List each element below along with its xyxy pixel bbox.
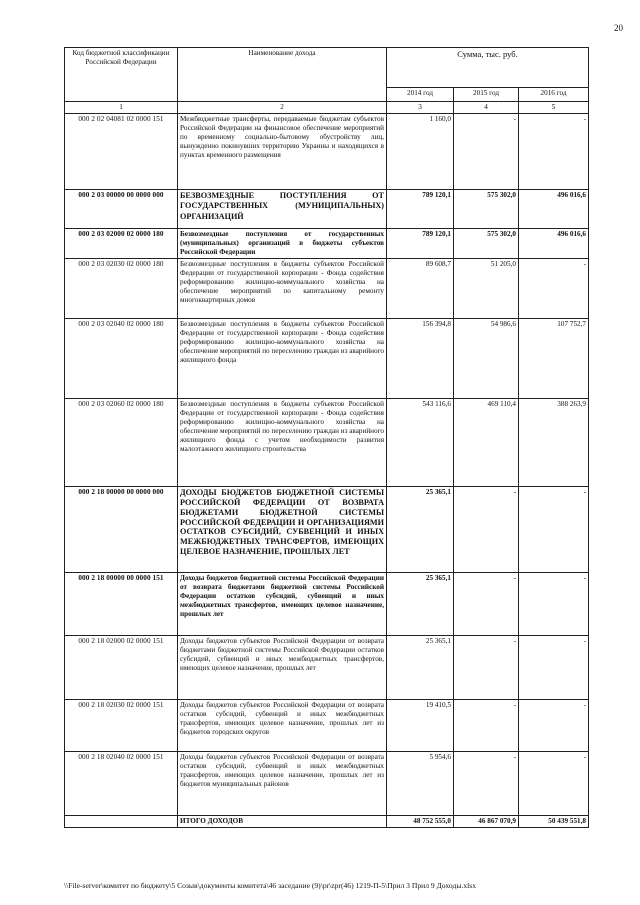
row-name: ДОХОДЫ БЮДЖЕТОВ БЮДЖЕТНОЙ СИСТЕМЫ РОССИЙСКОЙ ФЕДЕРАЦИИ ОТ ВОЗВРАТА БЮДЖЕТАМИ БЮДЖЕТНОЙ СИСТЕМЫ РОССИЙСКОЙ ФЕДЕРАЦИИ И ОРГАНИЗАЦИЯМИ ОСТАТКОВ СУБСИДИЙ, СУБВЕНЦИЙ И ИНЫХ МЕЖБЮДЖЕТНЫХ ТРАНСФЕРТОВ, ИМЕЮЩИХ ЦЕЛЕВОЕ НАЗНАЧЕНИЕ, ПРОШЛЫХ ЛЕТ [178, 487, 387, 573]
row-name: Межбюджетные трансферты, передаваемые бюджетам субъектов Российской Федерации на финансовое обеспечение мероприятий по временному социально-бытовому обустройству лиц, вынужденно покинувших территорию Украины и находящихся в пунктах временного размещения [178, 114, 387, 190]
row-value-2014: 25 365,1 [387, 573, 454, 636]
row-value-2016: 107 752,7 [519, 319, 589, 399]
header-code: Код бюджетной классификации Российской Федерации [65, 48, 178, 102]
table-row [65, 700, 589, 752]
header-name: Наименование дохода [178, 48, 387, 102]
row-name: БЕЗВОЗМЕЗДНЫЕ ПОСТУПЛЕНИЯ ОТ ГОСУДАРСТВЕННЫХ (МУНИЦИПАЛЬНЫХ) ОРГАНИЗАЦИЙ [178, 190, 387, 229]
row-value-2015: - [454, 487, 519, 573]
table-row [65, 319, 589, 399]
row-value-2015: 575 302,0 [454, 190, 519, 229]
table-row [65, 487, 589, 573]
row-value-2015: - [454, 636, 519, 700]
column-numbers-row [65, 102, 589, 114]
table-row [65, 114, 589, 190]
row-code: 000 2 03 02060 02 0000 180 [65, 399, 178, 487]
row-value-2016: 496 016,6 [519, 229, 589, 259]
row-value-2016: - [519, 700, 589, 752]
row-value-2016: - [519, 573, 589, 636]
col-number: 2 [178, 102, 387, 114]
row-value-2014: 543 116,6 [387, 399, 454, 487]
file-path-footer: \\File-server\комитет по бюджету\5 Созыв\документы комитета\46 заседание (9)\pr\zpr(46) 1219-П-5\Прил 3 Прил 9 Доходы.xlsx [64, 881, 476, 890]
row-value-2016: - [519, 114, 589, 190]
row-code: 000 2 18 02040 02 0000 151 [65, 752, 178, 816]
table-row [65, 259, 589, 319]
row-value-2014: 789 120,1 [387, 229, 454, 259]
row-value-2016: - [519, 752, 589, 816]
total-row [65, 816, 589, 828]
row-value-2014: 25 365,1 [387, 487, 454, 573]
row-value-2015: 575 302,0 [454, 229, 519, 259]
row-value-2016: - [519, 487, 589, 573]
row-name: Безвозмездные поступления в бюджеты субъектов Российской Федерации от государственной корпорации - Фонда содействия реформированию жилищно-коммунального хозяйства на обеспечение мероприятий по капитальному ремонту многоквартирных домов [178, 259, 387, 319]
row-code: 000 2 03 02040 02 0000 180 [65, 319, 178, 399]
row-value-2015: - [454, 114, 519, 190]
row-value-2016: 496 016,6 [519, 190, 589, 229]
row-name: Доходы бюджетов субъектов Российской Федерации от возврата остатков субсидий, субвенций и иных межбюджетных трансфертов, имеющих целевое назначение, прошлых лет из бюджетов муниципальных районов [178, 752, 387, 816]
table-row [65, 190, 589, 229]
row-name: Доходы бюджетов субъектов Российской Федерации от возврата остатков субсидий, субвенций и иных межбюджетных трансфертов, имеющих целевое назначение, прошлых лет из бюджетов городских округов [178, 700, 387, 752]
row-value-2014: 89 608,7 [387, 259, 454, 319]
row-value-2014: 789 120,1 [387, 190, 454, 229]
row-value-2015: 54 986,6 [454, 319, 519, 399]
row-value-2014: 25 365,1 [387, 636, 454, 700]
row-value-2016: - [519, 636, 589, 700]
total-value-2014: 48 752 555,0 [387, 816, 454, 828]
row-value-2014: 156 394,8 [387, 319, 454, 399]
col-number: 1 [65, 102, 178, 114]
row-name: Безвозмездные поступления в бюджеты субъектов Российской Федерации от государственной корпорации - Фонда содействия реформированию жилищно-коммунального хозяйства на обеспечение мероприятий по переселению граждан из аварийного жилищного фонда [178, 319, 387, 399]
row-name: Безвозмездные поступления от государственных (муниципальных) организаций в бюджеты субъектов Российской Федерации [178, 229, 387, 259]
row-code: 000 2 02 04081 02 0000 151 [65, 114, 178, 190]
page-number: 20 [614, 23, 623, 33]
row-value-2016: 388 263,9 [519, 399, 589, 487]
table-row [65, 573, 589, 636]
row-value-2015: - [454, 573, 519, 636]
row-code: 000 2 03 02000 02 0000 180 [65, 229, 178, 259]
row-value-2016: - [519, 259, 589, 319]
total-value-2015: 46 867 070,9 [454, 816, 519, 828]
total-label: ИТОГО ДОХОДОВ [178, 816, 387, 828]
col-number: 4 [454, 102, 519, 114]
total-code-cell [65, 816, 178, 828]
row-code: 000 2 18 00000 00 0000 000 [65, 487, 178, 573]
total-value-2016: 50 439 551,8 [519, 816, 589, 828]
table-row [65, 636, 589, 700]
header-sum: Сумма, тыс. руб. [387, 48, 589, 88]
col-number: 5 [519, 102, 589, 114]
row-code: 000 2 18 00000 00 0000 151 [65, 573, 178, 636]
row-value-2015: 51 205,0 [454, 259, 519, 319]
row-value-2015: - [454, 752, 519, 816]
header-year-2014: 2014 год [387, 88, 454, 102]
header-year-2015: 2015 год [454, 88, 519, 102]
row-value-2014: 19 410,5 [387, 700, 454, 752]
table-row [65, 752, 589, 816]
row-code: 000 2 18 02030 02 0000 151 [65, 700, 178, 752]
row-value-2014: 5 954,6 [387, 752, 454, 816]
revenue-table [64, 47, 589, 828]
header-year-2016: 2016 год [519, 88, 589, 102]
row-name: Доходы бюджетов субъектов Российской Федерации от возврата бюджетами бюджетной системы Российской Федерации остатков субсидий, субвенций и иных межбюджетных трансфертов, имеющих целевое назначение, прошлых лет [178, 636, 387, 700]
row-value-2014: 1 160,0 [387, 114, 454, 190]
row-code: 000 2 03 02030 02 0000 180 [65, 259, 178, 319]
col-number: 3 [387, 102, 454, 114]
row-code: 000 2 18 02000 02 0000 151 [65, 636, 178, 700]
row-code: 000 2 03 00000 00 0000 000 [65, 190, 178, 229]
row-name: Безвозмездные поступления в бюджеты субъектов Российской Федерации от государственной корпорации - Фонда содействия реформированию жилищно-коммунального хозяйства на обеспечение мероприятий по переселению граждан из аварийного жилищного фонда с учетом необходимости развития малоэтажного жилищного строительства [178, 399, 387, 487]
row-name: Доходы бюджетов бюджетной системы Российской Федерации от возврата бюджетами бюджетной системы Российской Федерации остатков субсидий, субвенций и иных межбюджетных трансфертов, имеющих целевое назначение, прошлых лет [178, 573, 387, 636]
row-value-2015: - [454, 700, 519, 752]
table-row [65, 229, 589, 259]
table-row [65, 399, 589, 487]
row-value-2015: 469 110,4 [454, 399, 519, 487]
